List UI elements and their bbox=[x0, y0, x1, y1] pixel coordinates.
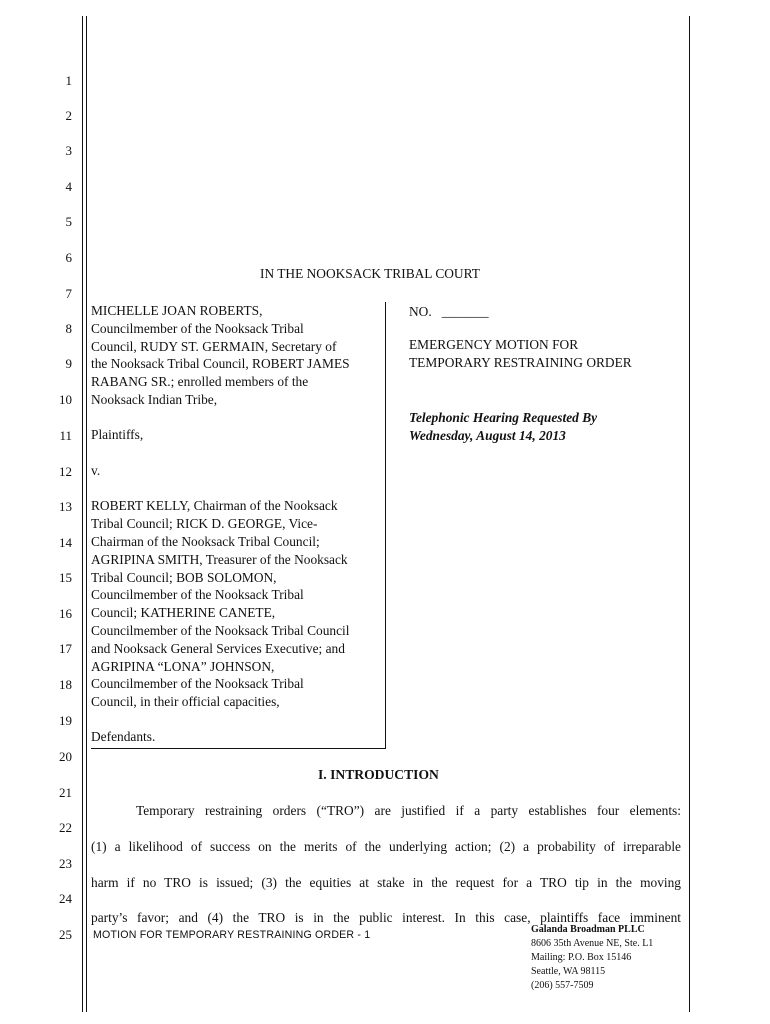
line-number: 24 bbox=[59, 891, 72, 906]
line-number: 8 bbox=[65, 321, 72, 336]
line-number: 11 bbox=[59, 428, 72, 443]
caption-line: Councilmember of the Nooksack Tribal Council bbox=[91, 622, 350, 638]
body-paragraph-line: (1) a likelihood of success on the merits of the underlying action; (2) a probability of irreparable bbox=[91, 839, 681, 854]
caption-line: Councilmember of the Nooksack Tribal bbox=[91, 676, 304, 692]
caption-bottom-border bbox=[91, 748, 386, 749]
caption-line: Nooksack Indian Tribe, bbox=[91, 391, 218, 407]
line-number: 23 bbox=[59, 856, 72, 871]
line-number: 6 bbox=[65, 250, 72, 265]
line-number: 15 bbox=[59, 570, 72, 585]
line-number: 14 bbox=[59, 535, 72, 550]
caption-line: Tribal Council; BOB SOLOMON, bbox=[91, 569, 277, 585]
line-number: 1 bbox=[65, 73, 72, 88]
body-paragraph-line: harm if no TRO is issued; (3) the equities at stake in the request for a TRO tip in the moving bbox=[91, 875, 681, 890]
left-margin-rule-outer bbox=[82, 16, 83, 1012]
line-number: 9 bbox=[65, 356, 72, 371]
versus-label: v. bbox=[91, 462, 101, 478]
caption-line: Council, RUDY ST. GERMAIN, Secretary of bbox=[91, 338, 337, 354]
hearing-request-line: Telephonic Hearing Requested By bbox=[409, 410, 598, 425]
line-number: 21 bbox=[59, 785, 72, 800]
line-number: 16 bbox=[59, 606, 72, 621]
firm-address-line: 8606 35th Avenue NE, Ste. L1 bbox=[531, 938, 654, 949]
caption-line: Council; KATHERINE CANETE, bbox=[91, 605, 276, 621]
line-number: 20 bbox=[59, 749, 72, 764]
court-title: IN THE NOOKSACK TRIBAL COURT bbox=[260, 266, 480, 281]
line-number: 22 bbox=[59, 820, 72, 835]
firm-phone: (206) 557-7509 bbox=[531, 980, 594, 991]
line-number: 19 bbox=[59, 713, 72, 728]
firm-mailing-line: Mailing: P.O. Box 15146 bbox=[531, 952, 632, 963]
line-number: 25 bbox=[59, 927, 72, 942]
line-number: 10 bbox=[59, 392, 72, 407]
line-number: 3 bbox=[65, 143, 72, 158]
caption-line: and Nooksack General Services Executive; and bbox=[91, 640, 345, 656]
motion-title-line: TEMPORARY RESTRAINING ORDER bbox=[409, 355, 632, 370]
motion-title-line: EMERGENCY MOTION FOR bbox=[409, 337, 579, 352]
hearing-request-line: Wednesday, August 14, 2013 bbox=[409, 428, 566, 443]
firm-city-line: Seattle, WA 98115 bbox=[531, 966, 606, 977]
section-heading: I. INTRODUCTION bbox=[318, 767, 439, 782]
line-number: 4 bbox=[65, 179, 72, 194]
line-number: 5 bbox=[65, 214, 72, 229]
caption-line: Councilmember of the Nooksack Tribal bbox=[91, 320, 304, 336]
caption-line: AGRIPINA “LONA” JOHNSON, bbox=[91, 658, 275, 674]
defendants-label: Defendants. bbox=[91, 728, 156, 744]
hearing-request bbox=[409, 409, 709, 445]
line-number: 17 bbox=[59, 641, 72, 656]
body-paragraph-line: Temporary restraining orders (“TRO”) are justified if a party establishes four elements: bbox=[136, 803, 681, 818]
footer-document-title: MOTION FOR TEMPORARY RESTRAINING ORDER - 1 bbox=[93, 929, 371, 941]
caption-line: Chairman of the Nooksack Tribal Council; bbox=[91, 533, 320, 549]
line-number: 2 bbox=[65, 108, 72, 123]
caption-line: the Nooksack Tribal Council, ROBERT JAMES bbox=[91, 356, 350, 372]
caption-line: AGRIPINA SMITH, Treasurer of the Nooksack bbox=[91, 551, 348, 567]
case-caption-parties bbox=[91, 302, 386, 746]
firm-address-block bbox=[531, 923, 653, 993]
caption-line: Councilmember of the Nooksack Tribal bbox=[91, 587, 304, 603]
caption-right-border bbox=[385, 302, 386, 749]
line-number: 18 bbox=[59, 677, 72, 692]
caption-line: RABANG SR.; enrolled members of the bbox=[91, 374, 309, 390]
defendants-block bbox=[91, 497, 386, 711]
body-paragraph-line: party’s favor; and (4) the TRO is in the public interest. In this case, plaintiffs face imminent bbox=[91, 910, 681, 925]
caption-line: Tribal Council; RICK D. GEORGE, Vice- bbox=[91, 516, 318, 532]
left-margin-rule-inner bbox=[86, 16, 87, 1012]
firm-name: Galanda Broadman PLLC bbox=[531, 924, 645, 935]
plaintiffs-label: Plaintiffs, bbox=[91, 426, 144, 442]
line-number: 13 bbox=[59, 499, 72, 514]
plaintiffs-block bbox=[91, 302, 386, 409]
case-number: NO. _______ bbox=[409, 304, 489, 319]
line-number: 7 bbox=[65, 286, 72, 301]
caption-line: MICHELLE JOAN ROBERTS, bbox=[91, 303, 263, 318]
line-number: 12 bbox=[59, 464, 72, 479]
motion-title bbox=[409, 336, 709, 372]
caption-line: ROBERT KELLY, Chairman of the Nooksack bbox=[91, 498, 338, 514]
caption-line: Council, in their official capacities, bbox=[91, 694, 280, 710]
right-margin-rule bbox=[689, 16, 690, 1012]
